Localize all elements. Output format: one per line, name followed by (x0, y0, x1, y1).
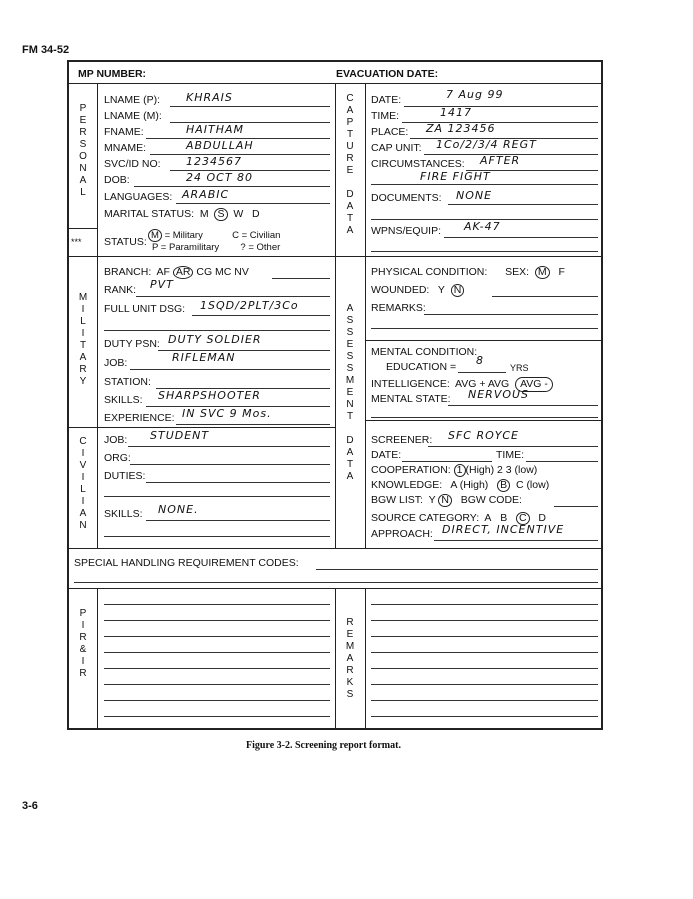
lname-m-label: LNAME (M): (104, 110, 162, 122)
cap-time-label: TIME: (371, 110, 399, 122)
intelligence-label: INTELLIGENCE: (371, 378, 450, 390)
mil-skills-label: SKILLS: (104, 394, 143, 406)
physical-cond-label: PHYSICAL CONDITION: (371, 266, 488, 278)
source-c-circled: C (516, 512, 530, 525)
branch-row (104, 266, 249, 279)
page-header: FM 34-52 (22, 44, 70, 56)
education-line (458, 372, 506, 373)
education-value: 8 (476, 354, 484, 367)
civ-skills-label: SKILLS: (104, 508, 143, 520)
mname-label: MNAME: (104, 142, 146, 154)
experience-value: IN SVC 9 Mos. (182, 407, 272, 420)
wpns-line-2 (371, 251, 598, 252)
dob-line (134, 186, 330, 187)
cap-time-value: 1417 (440, 106, 472, 119)
scr-time-label: TIME: (496, 449, 524, 461)
remarks-line (371, 636, 598, 637)
status-line-1 (148, 229, 280, 242)
wounded-line (492, 296, 598, 297)
sex-m-circled: M (535, 266, 550, 279)
mname-value: ABDULLAH (186, 139, 254, 152)
dob-value: 24 OCT 80 (186, 171, 254, 184)
remarks-line (371, 684, 598, 685)
documents-line (448, 204, 598, 205)
bgw-code-line (554, 506, 598, 507)
knowledge-a: A (High) (450, 479, 489, 491)
cap-place-value: ZA 123456 (426, 122, 496, 135)
vertical-text: A S S E S S M E N T D A T A (345, 303, 355, 482)
documents-value: NONE (456, 189, 493, 202)
sex-f: F (558, 266, 565, 278)
marital-w: W (233, 208, 244, 220)
screener-line (428, 446, 598, 447)
experience-line (176, 424, 330, 425)
scr-date-line (402, 461, 492, 462)
bgw-y: Y (428, 494, 436, 506)
civ-skills-line-2 (104, 536, 330, 537)
center-line-c (335, 588, 336, 730)
section-remarks (343, 617, 357, 701)
svc-label: SVC/ID NO: (104, 158, 161, 170)
left-label-line (97, 83, 98, 548)
sex-label: SEX: (505, 266, 530, 278)
marital-status (104, 208, 260, 221)
section-military (76, 292, 90, 388)
dob-label: DOB: (104, 174, 130, 186)
duties-label: DUTIES: (104, 470, 146, 482)
cap-date-line (404, 106, 598, 107)
source-label: SOURCE CATEGORY: (371, 512, 480, 524)
center-line-b (365, 83, 366, 548)
unit-label: FULL UNIT DSG: (104, 303, 186, 315)
scr-time-line (526, 461, 598, 462)
cap-date-label: DATE: (371, 94, 402, 106)
civ-job-label: JOB: (104, 434, 128, 446)
intelligence-avg-minus-circled: AVG - (515, 377, 553, 392)
civ-job-value: STUDENT (150, 429, 210, 442)
pir-line (104, 652, 330, 653)
remarks-line (371, 668, 598, 669)
wounded-y: Y (437, 284, 445, 296)
wpns-value: AK-47 (464, 220, 501, 233)
lname-p-value: KHRAIS (186, 91, 233, 104)
duty-value: DUTY SOLDIER (168, 333, 262, 346)
unit-value: 1SQD/2PLT/3Co (200, 299, 299, 312)
source-a: A (484, 512, 492, 524)
pir-line (104, 716, 330, 717)
wounded-label: WOUNDED: (371, 284, 430, 296)
status-line-2 (152, 242, 280, 254)
approach-label: APPROACH: (371, 528, 433, 540)
remarks-line (371, 620, 598, 621)
remarks-line (371, 716, 598, 717)
approach-value: DIRECT, INCENTIVE (442, 523, 565, 536)
civ-skills-line (146, 520, 330, 521)
mental-state-value: NERVOUS (468, 388, 530, 401)
bgw-label: BGW LIST: (371, 494, 423, 506)
mil-job-line (130, 369, 330, 370)
mental-cond-label: MENTAL CONDITION: (371, 346, 478, 358)
phys-remarks-label: REMARKS: (371, 302, 426, 314)
vertical-text: C A P T U R E D A T A (346, 93, 354, 236)
evac-date-label: EVACUATION DATE: (336, 68, 439, 80)
figure-caption: Figure 3-2. Screening report format. (246, 740, 401, 751)
civilian-divider (67, 548, 603, 549)
wpns-line (444, 237, 598, 238)
cooperation-row (371, 464, 537, 477)
cooperation-rest: (High) 2 3 (low) (465, 464, 538, 476)
branch-label: BRANCH: (104, 266, 152, 278)
status-label: STATUS: (104, 236, 147, 248)
special-handling-label: SPECIAL HANDLING REQUIREMENT CODES: (74, 557, 299, 569)
screener-label: SCREENER: (371, 434, 433, 446)
marital-m: M (199, 208, 209, 220)
documents-label: DOCUMENTS: (371, 192, 442, 204)
knowledge-label: KNOWLEDGE: (371, 479, 443, 491)
screener-value: SFC ROYCE (448, 429, 519, 442)
wpns-label: WPNS/EQUIP: (371, 225, 442, 237)
mental-state-line (448, 405, 598, 406)
approach-line (434, 540, 598, 541)
mil-job-label: JOB: (104, 357, 128, 369)
section-civilian (76, 436, 90, 532)
pir-line (104, 700, 330, 701)
page-number: 3-6 (22, 800, 38, 812)
cooperation-label: COOPERATION: (371, 464, 451, 476)
branch-af: AF (156, 266, 170, 278)
fname-label: FNAME: (104, 126, 144, 138)
rank-value: PVT (150, 278, 174, 291)
military-divider (67, 427, 335, 428)
status-paramilitary: P = Paramilitary (152, 242, 220, 253)
knowledge-b-circled: B (497, 479, 510, 492)
physical-row (371, 266, 565, 279)
fname-value: HAITHAM (186, 123, 245, 136)
rank-label: RANK: (104, 284, 137, 296)
pir-label-line (97, 588, 98, 730)
phys-remarks-line-2 (371, 328, 598, 329)
special-line-2 (74, 582, 598, 583)
mental-state-label: MENTAL STATE: (371, 393, 451, 405)
knowledge-row (371, 479, 549, 492)
pir-line (104, 604, 330, 605)
mp-number-label: MP NUMBER: (78, 68, 147, 80)
marital-s-circled: S (214, 208, 227, 221)
circumstances-label: CIRCUMSTANCES: (371, 158, 465, 170)
mil-job-value: RIFLEMAN (172, 351, 236, 364)
bgw-n-circled: N (438, 494, 452, 507)
education-unit: YRS (510, 363, 529, 373)
branch-rest: CG MC NV (196, 266, 249, 278)
section-pir (76, 608, 90, 680)
education-label: EDUCATION = (386, 361, 457, 373)
status-other: ? = Other (240, 242, 281, 253)
cap-date-value: 7 Aug 99 (446, 88, 504, 101)
lname-p-label: LNAME (P): (104, 94, 161, 106)
circumstances-value-2: FIRE FIGHT (420, 170, 491, 183)
station-label: STATION: (104, 376, 151, 388)
bgw-row (371, 494, 522, 507)
section-assessment-data (343, 303, 357, 483)
remarks-line (371, 700, 598, 701)
vertical-text: R E M A R K S (345, 617, 355, 700)
svc-value: 1234567 (186, 155, 242, 168)
physical-divider (365, 340, 603, 341)
wounded-n-circled: N (451, 284, 465, 297)
mental-divider (365, 420, 603, 421)
vertical-text: M I L I T A R Y (78, 292, 88, 387)
pir-line (104, 668, 330, 669)
languages-line (176, 203, 330, 204)
civ-skills-value: NONE. (158, 503, 199, 516)
mil-skills-value: SHARPSHOOTER (158, 389, 261, 402)
vertical-text: C I V I L I A N (79, 436, 87, 531)
languages-label: LANGUAGES: (104, 191, 173, 203)
circumstances-line-2 (371, 184, 598, 185)
status-m-circled: M (148, 229, 162, 242)
unit-line (192, 315, 330, 316)
section-capture-data (343, 93, 357, 237)
org-label: ORG: (104, 452, 131, 464)
status-military: = Military (164, 230, 203, 241)
remarks-line (371, 604, 598, 605)
civ-job-line (128, 446, 330, 447)
org-line (130, 464, 330, 465)
pir-line (104, 684, 330, 685)
intelligence-opts: AVG + AVG (455, 378, 510, 390)
wounded-row (371, 284, 464, 297)
scr-date-label: DATE: (371, 449, 402, 461)
stars-label: *** (71, 237, 82, 247)
rank-line (136, 296, 330, 297)
pir-line (104, 636, 330, 637)
special-line (316, 569, 598, 570)
source-b: B (500, 512, 508, 524)
center-line-a (335, 83, 336, 548)
duties-line (146, 482, 330, 483)
vertical-text: P E R S O N A L (79, 103, 87, 198)
branch-ar-circled: AR (173, 266, 194, 279)
section-personal (76, 103, 90, 199)
duty-label: DUTY PSN: (104, 338, 160, 350)
stars-divider (67, 228, 97, 229)
phys-remarks-line (424, 314, 598, 315)
branch-line (272, 278, 330, 279)
bgw-code-label: BGW CODE: (460, 494, 522, 506)
pir-line (104, 620, 330, 621)
center-line-d (365, 588, 366, 730)
cap-unit-value: 1Co/2/3/4 REGT (436, 138, 537, 151)
source-d: D (538, 512, 546, 524)
cap-place-label: PLACE: (371, 126, 409, 138)
vertical-text: P I R & I R (79, 608, 87, 679)
knowledge-c: C (low) (515, 479, 550, 491)
remarks-line (371, 652, 598, 653)
experience-label: EXPERIENCE: (104, 412, 175, 424)
cap-unit-label: CAP UNIT: (371, 142, 422, 154)
languages-value: ARABIC (182, 188, 230, 201)
cooperation-1-circled: 1 (454, 464, 466, 477)
duties-line-2 (104, 496, 330, 497)
circumstances-value-1: AFTER (480, 154, 521, 167)
marital-label: MARITAL STATUS: (104, 208, 195, 220)
marital-d: D (252, 208, 260, 220)
mental-state-line-2 (371, 417, 598, 418)
lname-p-line (170, 106, 330, 107)
status-civilian: C = Civilian (232, 230, 281, 241)
unit-line-2 (104, 330, 330, 331)
